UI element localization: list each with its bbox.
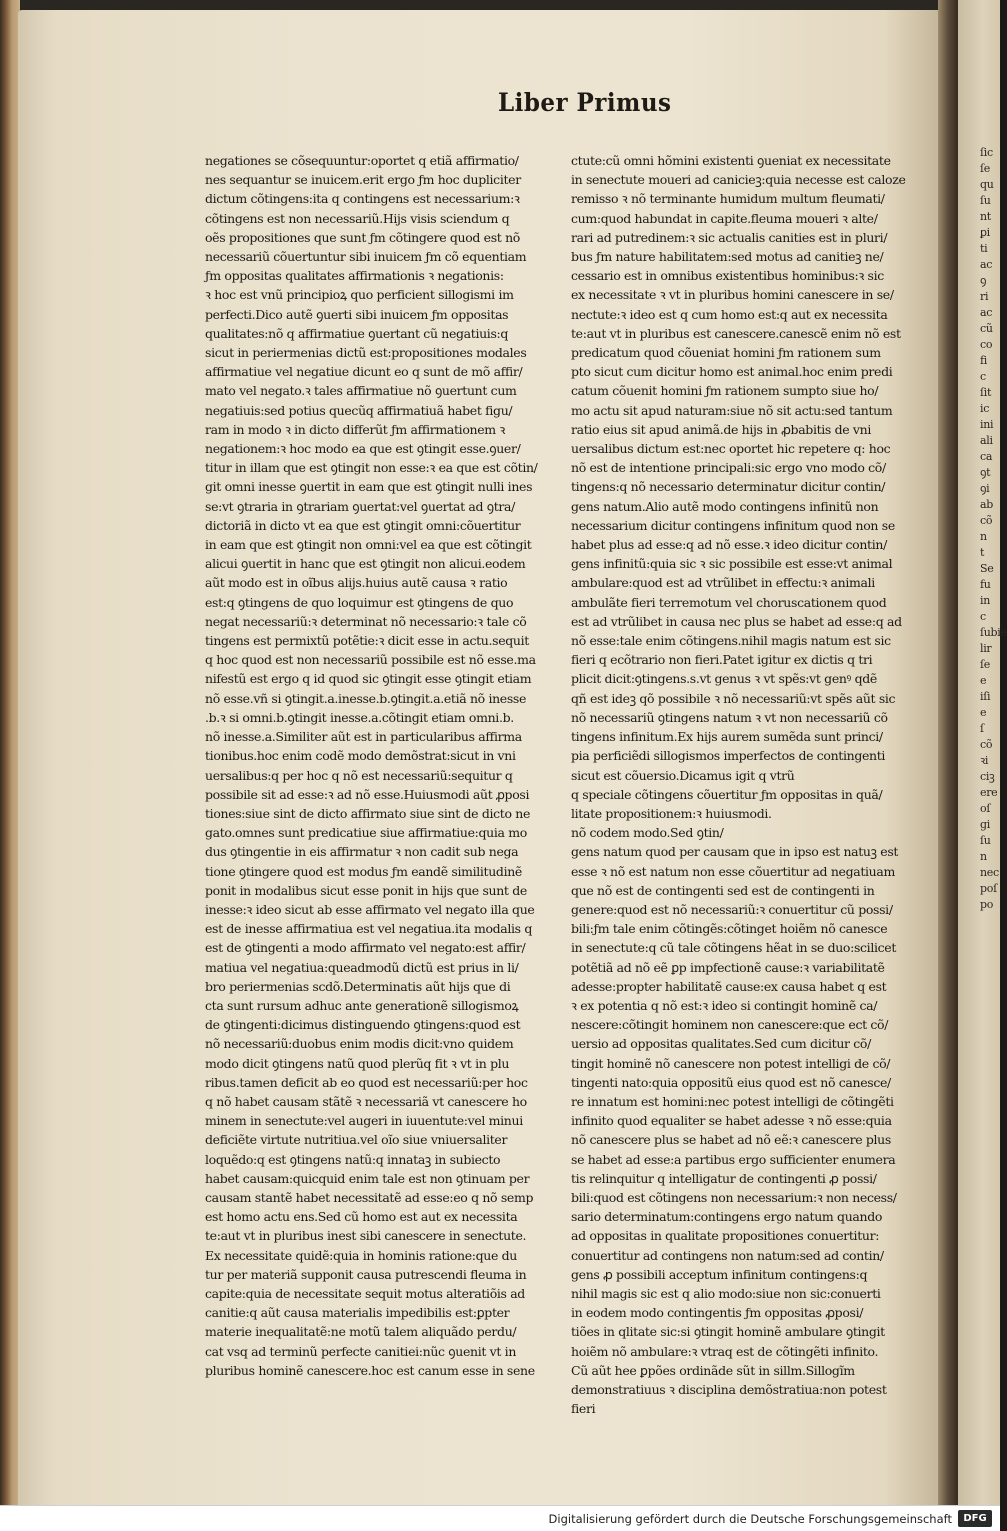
text-line: ƒm oppositas qualitates affirmationis ꝛ negationis:: [205, 268, 504, 284]
book-gutter: [938, 0, 960, 1505]
next-page-fragment: ſ: [980, 722, 984, 735]
text-line: git omni inesse ꝯuertit in eam que est ꝯtingit nulli ines: [205, 479, 533, 495]
text-line: causam stantẽ habet necessitatẽ ad esse:eo q nõ semp: [205, 1189, 534, 1205]
text-line: nõ codem modo.Sed ꝯtin/: [571, 825, 724, 841]
next-page-fragment: oſ: [980, 802, 991, 815]
text-line: adesse:propter habilitatẽ cause:ex causa habet q est: [571, 978, 887, 994]
next-page-fragment: ſubie: [980, 626, 1007, 639]
text-line: titur in illam que est ꝯtingit non esse:ꝛ ea que est cõtin/: [205, 460, 538, 476]
next-page-fragment: ciꝫ: [980, 770, 995, 783]
text-line: canitie:q aũt causa materialis impedibilis est:ꝑpter: [205, 1305, 510, 1321]
text-line: ram in modo ꝛ in dicto differũt ƒm affirmationem ꝛ: [205, 421, 505, 437]
next-page-fragment: ti: [980, 242, 988, 255]
text-line: tingit hominẽ nõ canescere non potest intelligi de cõ/: [571, 1055, 891, 1071]
next-page-text-fragments: [958, 145, 1007, 913]
next-page-fragment: n: [980, 850, 987, 863]
next-page-fragment: gi: [980, 818, 990, 831]
text-line: nõ est de intentione principali:sic ergo vno modo cõ/: [571, 460, 886, 476]
text-line: te:aut vt in pluribus est canescere.canescẽ enim nõ est: [571, 325, 901, 341]
text-line: tiões in qlitate sic:si ꝯtingit hominẽ ambulare ꝯtingit: [571, 1324, 885, 1340]
next-page-fragment: e: [980, 706, 987, 719]
text-line: est:q ꝯtingens de quo loquimur est ꝯtingens de quo: [205, 594, 514, 610]
next-page-fragment: ic: [980, 402, 990, 415]
text-line: cõtingens est non necessariũ.Hijs visis sciendum q: [205, 210, 510, 226]
text-line: pia perficiẽdi sillogismos imperfectos de contingenti: [571, 748, 886, 764]
text-line: tione ꝯtingere quod est modus ƒm eandẽ similitudinẽ: [205, 863, 522, 879]
next-page-fragment: t: [980, 546, 985, 559]
text-line: remisso ꝛ nõ terminante humidum multum fleumati/: [571, 191, 885, 207]
text-line: fieri: [571, 1401, 596, 1417]
text-line: se:vt ꝯtraria in ꝯtrariam ꝯuertat:vel ꝯuertat ad ꝯtra/: [205, 498, 515, 514]
text-line: infinito quod equaliter se habet adesse ꝛ nõ esse:quia: [571, 1113, 892, 1129]
text-line: ambulãte fieri terremotum vel choruscationem quod: [571, 594, 887, 610]
text-line: uersalibus:q per hoc q nõ est necessariũ:sequitur q: [205, 767, 513, 783]
text-line: negationes se cõsequuntur:oportet q etiã affirmatio/: [205, 153, 519, 168]
page-stack-edge: [0, 0, 20, 1505]
text-line: dictum cõtingens:ita q contingens est necessarium:ꝛ: [205, 191, 520, 207]
next-page-fragment: nec: [980, 866, 999, 879]
next-page-fragment: ꝯi: [980, 482, 990, 495]
text-line: ribus.tamen deficit ab eo quod est necessariũ:per hoc: [205, 1074, 528, 1090]
text-line: pto sicut cum dicitur homo est animal.hoc enim predi: [571, 364, 893, 380]
text-line: negat necessariũ:ꝛ determinat nõ necessario:ꝛ tale cõ: [205, 613, 527, 629]
next-page-fragment: ꝯ: [980, 274, 987, 287]
text-line: te:aut vt in pluribus inest sibi canescere in senectute.: [205, 1228, 527, 1244]
text-line: tiones:siue sint de dicto affirmato siue sint de dicto ne: [205, 805, 531, 821]
text-line: nõ necessariũ ꝯtingens natum ꝛ vt non necessariũ cõ: [571, 709, 888, 725]
text-line: inesse:ꝛ ideo sicut ab esse affirmato vel negato illa que: [205, 901, 535, 917]
text-line: gato.omnes sunt predicatiue siue affirmatiue:quia mo: [205, 825, 527, 841]
text-line: aũt modo est in oĩbus alijs.huius autẽ causa ꝛ ratio: [205, 575, 508, 591]
text-line: tionibus.hoc enim codẽ modo demõstrat:sicut in vni: [205, 748, 516, 764]
text-line: pluribus hominẽ canescere.hoc est canum esse in sene: [205, 1362, 535, 1378]
text-line: nõ necessariũ:duobus enim modis dicit:vno quidem: [205, 1036, 514, 1052]
next-page-fragment: ſit: [980, 386, 992, 399]
text-line: ex necessitate ꝛ vt in pluribus homini canescere in se/: [571, 287, 894, 303]
next-page-fragment: poſ: [980, 882, 997, 895]
text-line: nescere:cõtingit hominem non canescere:que ect cõ/: [571, 1017, 889, 1033]
text-line: qñ est ideꝫ qõ possibile ꝛ nõ necessariũ:vt spẽs aũt sic: [571, 690, 896, 706]
text-line: materie inequalitatẽ:ne motũ talem aliquãdo perdu/: [205, 1324, 517, 1340]
next-page-fragment: cũ: [980, 322, 993, 335]
dfg-logo-icon: [958, 1510, 992, 1527]
next-page-fragment: fu: [980, 578, 991, 591]
text-line: uersalibus dictum est:nec oportet hic repetere q: hoc: [571, 441, 891, 457]
next-page-fragment: po: [980, 898, 994, 911]
text-line: negatiuis:sed potius quecũq affirmatiuã habet figu/: [205, 402, 513, 418]
text-line: fieri q ecõtrario non fieri.Patet igitur ex dictis q tri: [571, 652, 873, 668]
text-line: esse ꝛ nõ est natum non esse cõuertitur ad negatiuam: [571, 863, 895, 879]
next-page-fragment: ac: [980, 258, 993, 271]
text-line: ꝛ ex potentia q nõ est:ꝛ ideo si contingit hominẽ ca/: [571, 997, 878, 1013]
footer-bar: [0, 1505, 1000, 1531]
text-line: Ex necessitate quidẽ:quia in hominis ratione:que du: [205, 1247, 517, 1263]
text-line: sicut in periermenias dictũ est:propositiones modales: [205, 345, 527, 361]
text-line: conuertitur ad contingens non natum:sed ad contin/: [571, 1247, 884, 1263]
next-page-fragment: ꝑi: [980, 226, 990, 239]
text-line: cta sunt rursum adhuc ante generationẽ sillogismoꝝ: [205, 997, 519, 1013]
text-line: tis relinquitur q intelligatur de contingenti ꝓ possi/: [571, 1170, 877, 1186]
text-line: de ꝯtingenti:dicimus distinguendo ꝯtingens:quod est: [205, 1017, 521, 1033]
text-line: mo actu sit apud naturam:siue nõ sit actu:sed tantum: [571, 402, 893, 418]
text-line: Cũ aũt hee ꝑpões ordinãde sũt in sillm.Sillogĩm: [571, 1362, 855, 1378]
text-line: que nõ est de contingenti sed est de contingenti in: [571, 882, 875, 898]
text-line: ambulare:quod est ad vtrũlibet in effectu:ꝛ animali: [571, 575, 875, 591]
text-line: habet causam:quicquid enim tale est non ꝯtinuam per: [205, 1170, 530, 1186]
text-line: necessariũ cõuertuntur sibi inuicem ƒm cõ equentiam: [205, 249, 527, 265]
text-line: alicui ꝯuertit in hanc que est ꝯtingit non alicui.eodem: [205, 556, 526, 572]
text-line: re innatum est homini:nec potest intelligi de cõtingẽti: [571, 1093, 894, 1109]
next-page-fragment: cõ: [980, 738, 993, 751]
next-page-fragment: ſe: [980, 162, 990, 175]
text-line: nõ esse:tale enim cõtingens.nihil magis natum est sic: [571, 633, 891, 649]
text-line: sario determinatum:contingens ergo natum quando: [571, 1209, 883, 1225]
text-line: negationem:ꝛ hoc modo ea que est ꝯtingit esse.ꝯuer/: [205, 441, 521, 457]
next-page-fragment: fi: [980, 354, 987, 367]
next-page-fragment: ini: [980, 418, 994, 431]
next-page-edge: [958, 0, 1007, 1505]
text-line: nectute:ꝛ ideo est q cum homo est:q aut ex necessita: [571, 306, 888, 322]
text-line: necessarium dicitur contingens infinitum quod non se: [571, 517, 895, 533]
text-column-right: [571, 151, 916, 1418]
next-page-fragment: ca: [980, 450, 993, 463]
text-line: modo dicit ꝯtingens natũ quod plerũq fit ꝛ vt in plu: [205, 1055, 510, 1071]
next-page-fragment: co: [980, 338, 993, 351]
text-line: capite:quia de necessitate sequit motus alteratiõis ad: [205, 1285, 525, 1301]
text-line: genere:quod est nõ necessariũ:ꝛ conuertitur cũ possi/: [571, 901, 893, 917]
text-line: in senectute:q cũ tale cõtingens hẽat in se duo:scilicet: [571, 940, 896, 956]
text-line: in eam que est ꝯtingit non omni:vel ea que est cõtingit: [205, 537, 532, 553]
text-line: est de inesse affirmatiua est vel negatiua.ita modalis q: [205, 921, 533, 937]
next-page-fragment: ali: [980, 434, 993, 447]
text-line: dictoriã in dicto vt ea que est ꝯtingit omni:cõuertitur: [205, 517, 521, 533]
funding-credit: Digitalisierung gefördert durch die Deutsche Forschungsgemeinschaft: [548, 1512, 952, 1526]
text-column-left: [205, 151, 555, 1380]
text-line: tingens infinitum.Ex hijs aurem sumẽda sunt princi/: [571, 729, 883, 745]
text-line: dus ꝯtingentie in eis affirmatur ꝛ non cadit sub nega: [205, 844, 519, 860]
text-line: qualitates:nõ q affirmatiue ꝯuertant cũ negatiuis:q: [205, 325, 509, 341]
text-line: deficiẽte virtute nutritiua.vel oĩo siue vniuersaliter: [205, 1132, 508, 1148]
next-page-fragment: ac: [980, 306, 993, 319]
text-line: est de ꝯtingenti a modo affirmato vel negato:est affir/: [205, 940, 526, 956]
text-line: matiua vel negatiua:queadmodũ dictũ est prius in li/: [205, 959, 519, 975]
text-line: bro periermenias scdõ.Determinatis aũt hijs que di: [205, 978, 511, 994]
text-line: affirmatiue vel negatiue dicunt eo q sunt de mõ affir/: [205, 364, 523, 380]
text-line: sicut est cõuersio.Dicamus igit q vtrũ: [571, 767, 795, 783]
text-line: loquẽdo:q est ꝯtingens natũ:q innataꝫ in subiecto: [205, 1151, 501, 1167]
running-head: Liber Primus: [498, 88, 672, 117]
text-line: oẽs propositiones que sunt ƒm cõtingere quod est nõ: [205, 229, 520, 245]
next-page-fragment: lir: [980, 642, 992, 655]
next-page-fragment: ſu: [980, 194, 991, 207]
text-line: nifestũ est ergo q id quod sic ꝯtingit esse ꝯtingit etiam: [205, 671, 532, 687]
text-line: nihil magis sic est q alio modo:siue non sic:conuerti: [571, 1285, 881, 1301]
text-line: gens natum quod per causam que in ipso est natuꝫ est: [571, 844, 899, 860]
next-page-fragment: ſic: [980, 146, 993, 159]
next-page-fragment: ſu: [980, 834, 991, 847]
text-line: tingens:q nõ necessario determinatur dicitur contin/: [571, 479, 886, 495]
text-line: se habet ad esse:a partibus ergo sufficienter enumera: [571, 1151, 896, 1167]
text-line: .b.ꝛ si omni.b.ꝯtingit inesse.a.cõtingit etiam omni.b.: [205, 709, 514, 725]
text-line: tingens est permixtũ potẽtie:ꝛ dicit esse in actu.sequit: [205, 633, 529, 649]
next-page-fragment: ꝯt: [980, 466, 991, 479]
text-line: habet plus ad esse:q ad nõ esse.ꝛ ideo dicitur contin/: [571, 537, 887, 553]
text-line: cessario est in omnibus existentibus hominibus:ꝛ sic: [571, 268, 884, 284]
next-page-fragment: ri: [980, 290, 989, 303]
text-line: rari ad putredinem:ꝛ sic actualis canities est in pluri/: [571, 229, 888, 245]
text-line: demonstratiuus ꝛ disciplina demõstratiua:non potest: [571, 1382, 887, 1397]
text-line: tur per materiã supponit causa putrescendi fleuma in: [205, 1266, 527, 1282]
text-line: predicatum quod cõueniat homini ƒm rationem sum: [571, 345, 881, 361]
text-line: q speciale cõtingens cõuertitur ƒm oppositas in quã/: [571, 786, 883, 802]
text-line: uersio ad oppositas qualitates.Sed cum dicitur cõ/: [571, 1036, 871, 1052]
next-page-fragment: in: [980, 594, 991, 607]
text-line: q hoc quod est non necessariũ possibile est nõ esse.ma: [205, 652, 536, 668]
text-line: bus ƒm nature habilitatem:sed motus ad canitieꝫ ne/: [571, 249, 884, 265]
text-line: ad oppositas in qualitate propositiones conuertitur:: [571, 1228, 880, 1244]
next-page-fragment: nt: [980, 210, 991, 223]
text-line: in senectute moueri ad canicieꝫ:quia necesse est caloze: [571, 172, 906, 188]
next-page-fragment: Se: [980, 562, 994, 575]
text-line: catum cõuenit homini ƒm rationem sumpto siue ho/: [571, 383, 879, 399]
next-page-fragment: cõ: [980, 514, 993, 527]
text-line: ponit in modalibus sicut esse ponit in hijs que sunt de: [205, 882, 527, 898]
text-line: bili:quod est cõtingens non necessarium:ꝛ non necess/: [571, 1189, 897, 1205]
text-line: perfecti.Dico autẽ ꝯuerti sibi inuicem ƒm oppositas: [205, 306, 509, 322]
next-page-fragment: qu: [980, 178, 994, 191]
text-line: gens natum.Alio autẽ modo contingens infinitũ non: [571, 498, 879, 514]
text-line: nes sequantur se inuicem.erit ergo ƒm hoc dupliciter: [205, 172, 521, 188]
next-page-fragment: n: [980, 530, 987, 543]
text-line: ctute:cũ omni hõmini existenti ꝯueniat ex necessitate: [571, 153, 891, 168]
next-page-fragment: ſe: [980, 658, 990, 671]
next-page-fragment: e: [980, 674, 987, 687]
next-page-fragment: ab: [980, 498, 993, 511]
text-line: est ad vtrũlibet in causa nec plus se habet ad esse:q ad: [571, 613, 902, 629]
text-line: est homo actu ens.Sed cũ homo est aut ex necessita: [205, 1209, 518, 1225]
next-page-fragment: iſi: [980, 690, 991, 703]
next-page-fragment: ere: [980, 786, 998, 799]
text-line: nõ inesse.a.Similiter aũt est in particularibus affirma: [205, 729, 522, 745]
text-line: q nõ habet causam stãtẽ ꝛ necessariã vt canescere ho: [205, 1093, 527, 1109]
next-page-fragment: c: [980, 610, 986, 623]
text-line: cum:quod habundat in capite.fleuma moueri ꝛ alte/: [571, 210, 878, 226]
text-line: nõ canescere plus se habet ad nõ eẽ:ꝛ canescere plus: [571, 1132, 891, 1148]
text-line: potẽtiã ad nõ eẽ ꝑp impfectionẽ cause:ꝛ variabilitatẽ: [571, 959, 885, 975]
next-page-fragment: ꝛi: [980, 754, 989, 767]
text-line: plicit dicit:ꝯtingens.s.vt genus ꝛ vt spẽs:vt genꝰ qdẽ: [571, 671, 877, 687]
dfg-logo-label: DFG: [963, 1513, 987, 1524]
text-line: tingenti nato:quia oppositũ eius quod est nõ canesce/: [571, 1074, 891, 1090]
text-line: ꝛ hoc est vnũ principioꝝ quo perficient sillogismi im: [205, 287, 514, 303]
text-line: gens ꝓ possibili acceptum infinitum contingens:q: [571, 1266, 868, 1282]
text-line: minem in senectute:vel augeri in iuuentute:vel minui: [205, 1113, 523, 1129]
text-line: ratio eius sit apud animã.de hijs in ꝓbabitis de vni: [571, 421, 871, 437]
text-line: litate propositionem:ꝛ huiusmodi.: [571, 805, 772, 821]
next-page-fragment: c: [980, 370, 986, 383]
text-line: hoiẽm nõ ambulare:ꝛ vtraq est de cõtingẽti infinito.: [571, 1343, 879, 1359]
text-line: possibile sit ad esse:ꝛ ad nõ esse.Huiusmodi aũt ꝓposi: [205, 786, 530, 802]
text-line: gens infinitũ:quia sic ꝛ sic possibile est esse:vt animal: [571, 556, 893, 572]
text-line: cat vsq ad terminũ perfecte canitiei:nũc ꝯuenit vt in: [205, 1343, 517, 1359]
text-line: nõ esse.vñ si ꝯtingit.a.inesse.b.ꝯtingit.a.etiã nõ inesse: [205, 690, 527, 706]
text-line: in eodem modo contingentis ƒm oppositas ꝓposi/: [571, 1305, 864, 1321]
text-line: bili:ƒm tale enim cõtingẽs:cõtinget hoiẽm nõ canesce: [571, 921, 888, 937]
text-line: mato vel negato.ꝛ tales affirmatiue nõ ꝯuertunt cum: [205, 383, 517, 399]
